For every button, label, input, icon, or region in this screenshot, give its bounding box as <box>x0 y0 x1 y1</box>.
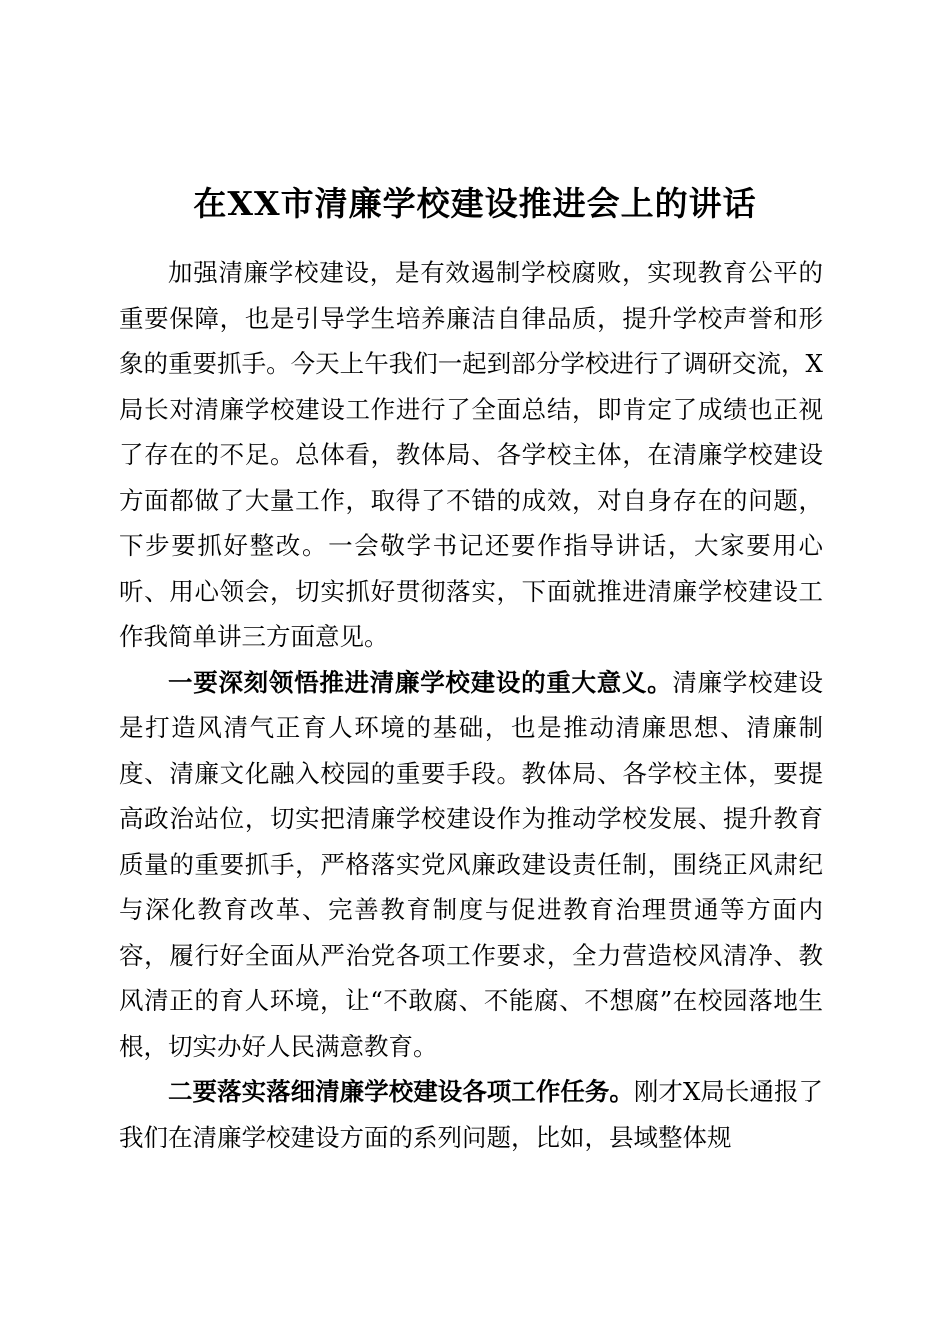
paragraph-text: 加强清廉学校建设，是有效遏制学校腐败，实现教育公平的重要保障，也是引导学生培养廉洁自律品质，提升学校声誉和形象的重要抓手。今天上午我们一起到部分学校进行了调研交流，X局长对清廉学校建设工作进行了全面总结，即肯定了成绩也正视了存在的不足。总体看，教体局、各学校主体，在清廉学校建设方面都做了大量工作，取得了不错的成效，对自身存在的问题，下步要抓好整改。一会敬学书记还要作指导讲话，大家要用心听、用心领会，切实抓好贯彻落实，下面就推进清廉学校建设工作我简单讲三方面意见。 <box>119 258 823 651</box>
document-title: 在XX市清廉学校建设推进会上的讲话 <box>193 184 757 223</box>
document-body <box>119 250 823 1160</box>
paragraph-text: 清廉学校建设是打造风清气正育人环境的基础，也是推动清廉思想、清廉制度、清廉文化融入校园的重要手段。教体局、各学校主体，要提高政治站位，切实把清廉学校建设作为推动学校发展、提升教育质量的重要抓手，严格落实党风廉政建设责任制，围绕正风肃纪与深化教育改革、完善教育制度与促进教育治理贯通等方面内容，履行好全面从严治党各项工作要求，全力营造校风清净、教风清正的育人环境，让“不敢腐、不能腐、不想腐”在校园落地生根，切实办好人民满意教育。 <box>119 667 824 1061</box>
paragraph-point-two <box>119 1069 823 1160</box>
paragraph-text: 刚才X局长通报了我们在清廉学校建设方面的系列问题，比如，县域整体规 <box>119 1077 823 1152</box>
paragraph-intro <box>119 250 823 660</box>
paragraph-lead: 二要落实落细清廉学校建设各项工作任务。 <box>168 1077 634 1106</box>
paragraph-lead: 一要深刻领悟推进清廉学校建设的重大意义。 <box>168 667 673 697</box>
paragraph-point-one <box>119 660 823 1070</box>
